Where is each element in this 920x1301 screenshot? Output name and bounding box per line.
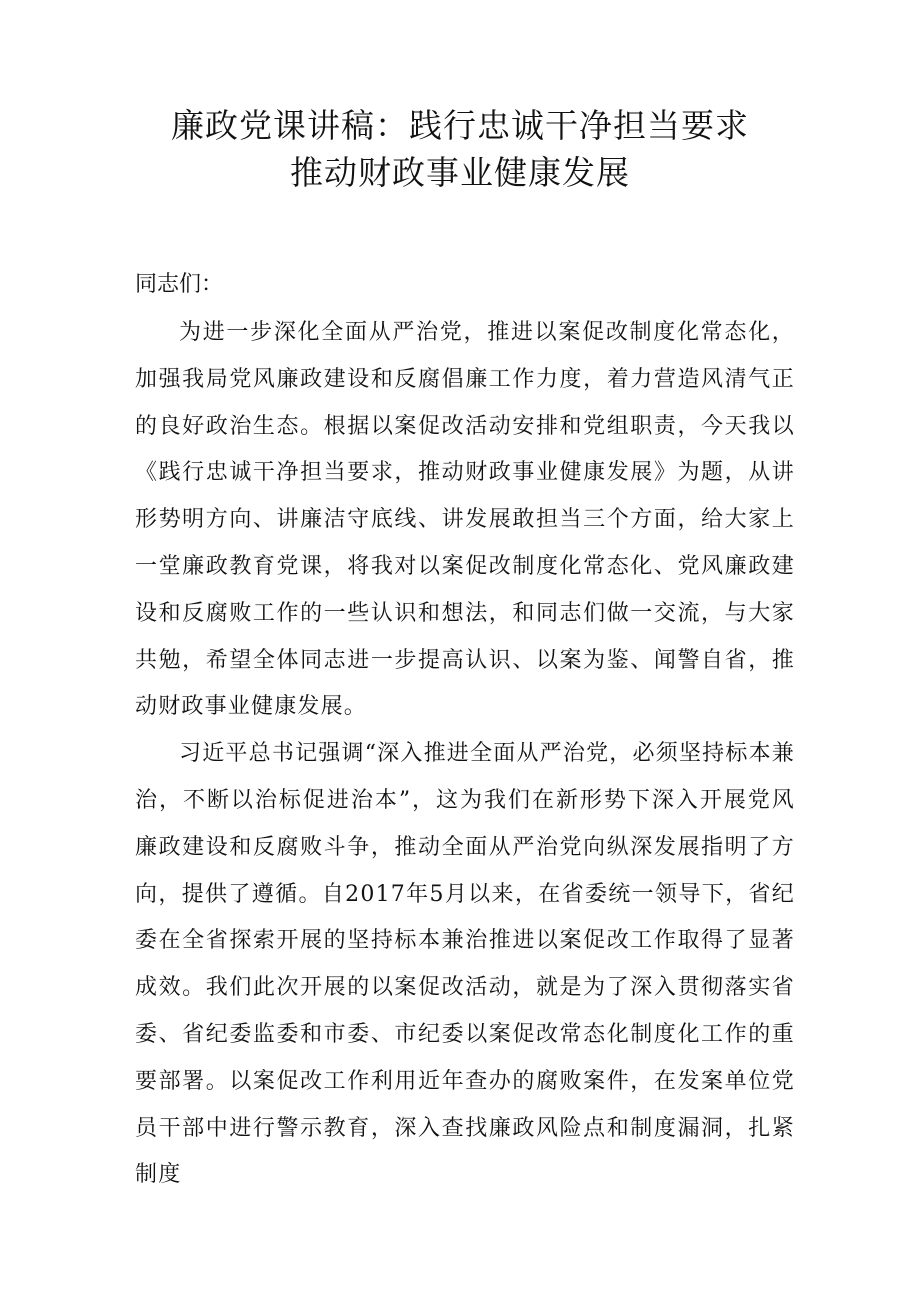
document-title	[0, 102, 920, 196]
paragraph-2: 习近平总书记强调“深入推进全面从严治党，必须坚持标本兼治，不断以治标促进治本”，这为我们在新形势下深入开展党风廉政建设和反腐败斗争，推动全面从严治党向纵深发展指明了方向，提供了遵循。自2017年5月以来，在省委统一领导下，省纪委在全省探索开展的坚持标本兼治推进以案促改工作取得了显著成效。我们此次开展的以案促改活动，就是为了深入贯彻落实省委、省纪委监委和市委、市纪委以案促改常态化制度化工作的重要部署。以案促改工作利用近年查办的腐败案件，在发案单位党员干部中进行警示教育，深入查找廉政风险点和制度漏洞，扎紧制度	[135, 741, 795, 1188]
paragraph-1: 为进一步深化全面从严治党，推进以案促改制度化常态化，加强我局党风廉政建设和反腐倡廉工作力度，着力营造风清气正的良好政治生态。根据以案促改活动安排和党组职责，今天我以《践行忠诚干净担当要求，推动财政事业健康发展》为题，从讲形势明方向、讲廉洁守底线、讲发展敢担当三个方面，给大家上一堂廉政教育党课，将我对以案促改制度化常态化、党风廉政建设和反腐败工作的一些认识和想法，和同志们做一交流，与大家共勉，希望全体同志进一步提高认识、以案为鉴、闻警自省，推动财政事业健康发展。	[135, 320, 795, 720]
title-line-1: 廉政党课讲稿：践行忠诚干净担当要求	[171, 106, 749, 145]
salutation: 同志们：	[135, 272, 224, 297]
title-line-2: 推动财政事业健康发展	[290, 153, 630, 192]
document-body	[135, 310, 795, 1199]
